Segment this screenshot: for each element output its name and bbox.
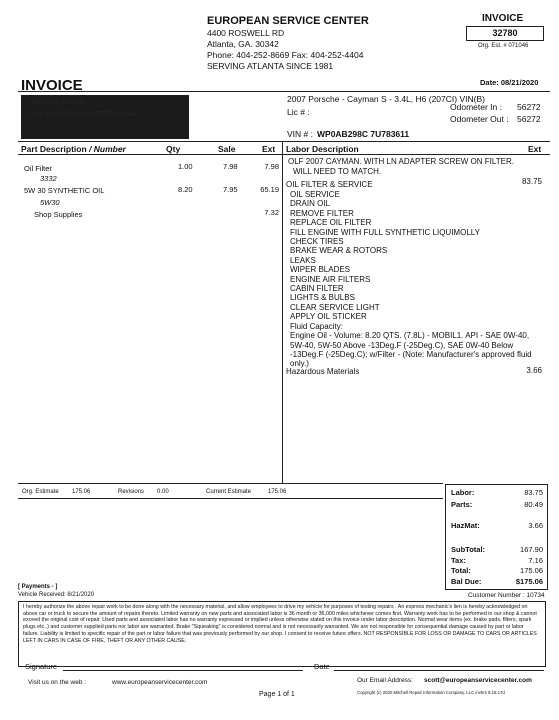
revisions-value: 0.00 [157, 489, 169, 495]
labor-note-2: WILL NEED TO MATCH. [293, 167, 382, 176]
parts-header-qty: Qty [166, 144, 181, 154]
page-number: Page 1 of 1 [259, 691, 295, 698]
labor-item: DRAIN OIL [290, 199, 331, 209]
totals-subtotal-label: SubTotal: [451, 545, 486, 554]
payments-label: [ Payments - ] [18, 584, 58, 590]
lic-label: Lic # : [287, 107, 310, 117]
revisions-label: Revisions [118, 489, 145, 495]
title-rule [18, 91, 550, 92]
company-slogan: SERVING ATLANTA SINCE 1981 [207, 61, 334, 71]
fluid-line: Engine Oil - Volume: 8.20 QTS. (7.8L) - MOBIL1. API - SAE 0W-40, [290, 331, 530, 341]
part-qty-1: 1.00 [178, 162, 193, 171]
labor-item: LIGHTS & BULBS [290, 293, 355, 303]
totals-baldue-value: $175.06 [515, 577, 543, 586]
fluid-line: only.) [290, 359, 309, 369]
customer-name: EMORY, BRIAN [31, 97, 85, 106]
totals-total-label: Total: [451, 566, 471, 575]
vin-label: VIN # : [287, 129, 313, 139]
disclaimer-box [18, 601, 546, 667]
company-name: EUROPEAN SERVICE CENTER [207, 15, 369, 27]
labor-item: LEAKS [290, 255, 316, 265]
current-estimate-label: Current Estimate [206, 489, 252, 495]
totals-hazmat-label: HazMat: [451, 521, 480, 530]
part-qty-2: 8.20 [178, 185, 193, 194]
labor-item-list [290, 190, 532, 369]
invoice-box-label: INVOICE [482, 13, 524, 24]
org-estimate-label: Org. Estimate [22, 489, 59, 495]
org-est-number: Org. Est. # 071046 [478, 43, 529, 49]
labor-item: APPLY OIL STICKER [290, 312, 367, 322]
totals-parts-value: 80.49 [524, 500, 543, 509]
totals-baldue-label: Bal Due: [451, 577, 482, 586]
labor-item: WIPER BLADES [290, 265, 351, 275]
table-top-rule [18, 141, 550, 142]
company-city: Atlanta, GA. 30342 [207, 39, 279, 49]
labor-item: ENGINE AIR FILTERS [290, 274, 371, 284]
labor-item: FILL ENGINE WITH FULL SYNTHETIC LIQUIMOLLY [290, 227, 480, 237]
customer-redaction [21, 95, 189, 139]
labor-item: CLEAR SERVICE LIGHT [290, 302, 380, 312]
fluid-capacity-title: Fluid Capacity: [290, 321, 343, 331]
odometer-out-value: 56272 [517, 114, 541, 124]
labor-header-desc: Labor Description [286, 144, 359, 154]
parts-header-desc [21, 144, 126, 154]
date-label: Date [314, 662, 330, 671]
totals-tax-label: Tax: [451, 556, 466, 565]
totals-subtotal-value: 167.90 [520, 545, 543, 554]
labor-service-ext: 83.75 [521, 177, 542, 186]
vehicle-desc: 2007 Porsche - Cayman S - 3.4L, H6 (207CI) VIN(B) [287, 94, 485, 104]
page-title: INVOICE [21, 77, 83, 94]
current-estimate-value: 175.06 [268, 489, 287, 495]
part-ext-2: 65.19 [260, 185, 279, 194]
table-header-rule [18, 154, 550, 155]
fluid-line: 5W-40, 5W-50 Above -13Deg.F (-25Deg.C), SAE 0W-40 Below [290, 340, 514, 350]
hazmat-label: Hazardous Materials [286, 367, 360, 376]
parts-labor-divider [282, 141, 283, 483]
fluid-line: -13Deg.F (-25Deg.C); w/Filter - (Note: Manufacturer's approved fluid [290, 349, 532, 359]
hazmat-ext: 3.66 [526, 366, 542, 375]
vehicle-received: Vehicle Received: 8/21/2020 [18, 592, 95, 598]
part-sub-2: 5W30 [40, 198, 60, 207]
totals-total-value: 175.06 [520, 566, 543, 575]
footer-email-link[interactable]: scott@europeanservicecenter.com [424, 677, 532, 684]
part-sub-1: 3332 [40, 174, 57, 183]
labor-header-ext: Ext [528, 144, 542, 154]
labor-item: OIL SERVICE [290, 190, 340, 199]
labor-item: CHECK TIRES [290, 237, 344, 247]
part-desc-3: Shop Supplies [34, 210, 83, 219]
disclaimer-text: I hereby authorize the above repair work to be done along with the necessary material, and allow employees to drive my vehicle for purposes of testing repairs . An express mechanic's lien is hereby acknowledged on above car or truck to secure the amount of repairs thereto. Limited warranty on new parts and associated labor is 36 month or 36,000 miles whichever comes first. Warranty work has to be performed in our shop & cannot exceed the original cost of repair. Used parts and associated labor has no warranty expressed or implied unless otherwise stated on this invoice under labor description. Normal wear items (ex. brake pads, filters, spark plugs etc..) and customer supplied parts nor labor are warranted. Brake "Squeaking" is considered normal and is not necessarily warranted. We are not responsible for consequential damage caused by part or labor failure. Liability is limited to specific repair of the part or labor failure that was previously performed by our shop. I consent to receive future offers. NOT RESPONSIBLE FOR LOSS OR DAMAGE TO CARS OR ARTICLES LEFT IN CARS IN CASE OF FIRE, THEFT OR ANY OTHER CAUSE. [23, 604, 537, 644]
parts-header-ext: Ext [262, 144, 276, 154]
date-line [334, 670, 544, 671]
footer-web-link[interactable]: www.europeanservicecenter.com [112, 679, 208, 686]
odometer-in-label: Odometer In : [450, 102, 502, 112]
copyright-text: Copyright (c) 2020 Mitchell Repair Information Company, LLC invhrs 9.15.17d [357, 690, 505, 695]
parts-header-number: / Number [89, 144, 126, 154]
estimate-top-rule [18, 483, 443, 484]
customer-number: Customer Number : 10734 [468, 592, 545, 599]
part-ext-1: 7.98 [264, 162, 279, 171]
signature-label: Signature [25, 662, 58, 671]
labor-item: BRAKE WEAR & ROTORS [290, 246, 388, 256]
customer-address: 2718 NORTH SYRATFOD ROAD [27, 108, 139, 118]
estimate-bottom-rule [18, 498, 443, 499]
part-ext-3: 7.32 [264, 208, 279, 217]
odometer-out-label: Odometer Out : [450, 114, 509, 124]
labor-service-title: OIL FILTER & SERVICE [286, 180, 373, 189]
odometer-in-value: 56272 [517, 102, 541, 112]
footer-web-label: Visit us on the web : [28, 679, 87, 686]
signature-line [63, 670, 303, 671]
parts-header-sale: Sale [218, 144, 236, 154]
part-sale-2: 7.95 [223, 185, 238, 194]
vin-value: WP0AB298C 7U783611 [317, 129, 410, 139]
totals-labor-value: 83.75 [524, 488, 543, 497]
labor-item: CABIN FILTER [290, 284, 344, 294]
invoice-number: 32780 [466, 26, 544, 41]
totals-hazmat-value: 3.66 [528, 521, 543, 530]
part-desc-2: 5W 30 SYNTHETIC OIL [24, 186, 105, 195]
labor-item: REPLACE OIL FILTER [290, 218, 372, 228]
part-desc-1: Oil Filter [24, 164, 52, 173]
company-street: 4400 ROSWELL RD [207, 28, 285, 38]
totals-box [445, 484, 548, 590]
part-sale-1: 7.98 [223, 162, 238, 171]
footer-email-label: Our Email Address: [357, 677, 413, 684]
parts-header-desc-text: Part Description [21, 144, 87, 154]
labor-note-1: OLF 2007 CAYMAN. WITH LN ADAPTER SCREW ON FILTER. [288, 157, 514, 166]
invoice-date: Date: 08/21/2020 [480, 78, 539, 87]
totals-parts-label: Parts: [451, 500, 473, 509]
totals-tax-value: 7.16 [528, 556, 543, 565]
org-estimate-value: 175.06 [72, 489, 91, 495]
totals-labor-label: Labor: [451, 488, 475, 497]
labor-item: REMOVE FILTER [290, 208, 354, 218]
company-phone: Phone: 404-252-8669 Fax: 404-252-4404 [207, 50, 364, 60]
